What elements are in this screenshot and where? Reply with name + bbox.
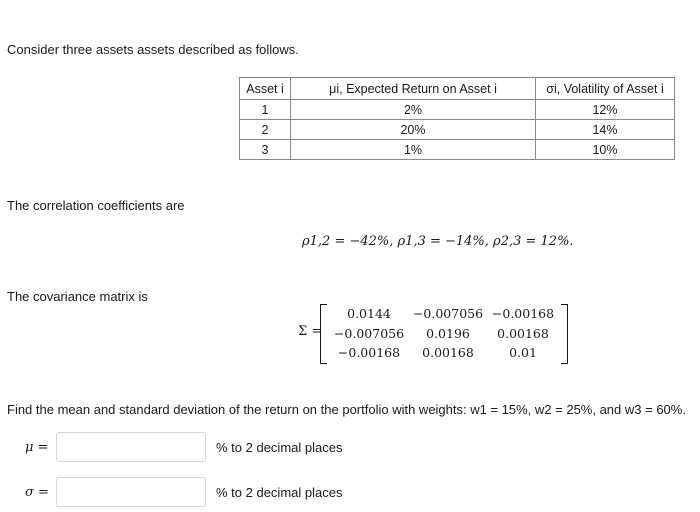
return-cell: 1% [291, 140, 536, 160]
header-expected-return: μi, Expected Return on Asset i [291, 78, 536, 100]
header-volatility: σi, Volatility of Asset i [536, 78, 675, 100]
table-row [240, 140, 675, 160]
asset-cell: 1 [240, 100, 291, 120]
assets-table [239, 77, 675, 160]
matrix-cell: 0.0196 [426, 325, 470, 341]
matrix-left-bracket [320, 304, 327, 364]
volatility-cell: 14% [536, 120, 675, 140]
sigma-input[interactable] [56, 477, 206, 507]
matrix-cell: −0.00168 [491, 306, 555, 321]
asset-cell: 3 [240, 140, 291, 160]
table-row [240, 100, 675, 120]
correlation-equation: ρ1,2 = −42%, ρ1,3 = −14%, ρ2,3 = 12%. [302, 234, 574, 249]
mu-input[interactable] [56, 432, 206, 462]
sigma-matrix-symbol: Σ = [298, 324, 323, 339]
matrix-cell: 0.00168 [422, 345, 474, 360]
table-row [240, 120, 675, 140]
question-text: Find the mean and standard deviation of the return on the portfolio with weights: w1 = 15%, w2 = 25%, and w3 = 60%. [7, 402, 686, 417]
intro-text: Consider three assets assets described as follows. [7, 42, 299, 57]
matrix-cell: −0.007056 [412, 306, 484, 321]
sigma-hint: % to 2 decimal places [216, 485, 343, 500]
matrix-cell: 0.00168 [497, 325, 549, 341]
table-header-row [240, 78, 675, 100]
return-cell: 20% [291, 120, 536, 140]
sigma-label: σ = [25, 485, 49, 500]
correlation-label: The correlation coefficients are [7, 198, 185, 213]
volatility-cell: 10% [536, 140, 675, 160]
volatility-cell: 12% [536, 100, 675, 120]
covariance-label: The covariance matrix is [7, 289, 148, 304]
matrix-cell: −0.00168 [337, 345, 401, 360]
matrix-cell: 0.01 [509, 345, 537, 360]
covariance-matrix [320, 304, 568, 362]
matrix-cell: −0.007056 [333, 325, 405, 341]
return-cell: 2% [291, 100, 536, 120]
matrix-cell: 0.0144 [347, 306, 391, 321]
asset-cell: 2 [240, 120, 291, 140]
mu-label: μ = [25, 440, 49, 455]
header-asset: Asset i [240, 78, 291, 100]
matrix-right-bracket [561, 304, 568, 364]
mu-hint: % to 2 decimal places [216, 440, 343, 455]
